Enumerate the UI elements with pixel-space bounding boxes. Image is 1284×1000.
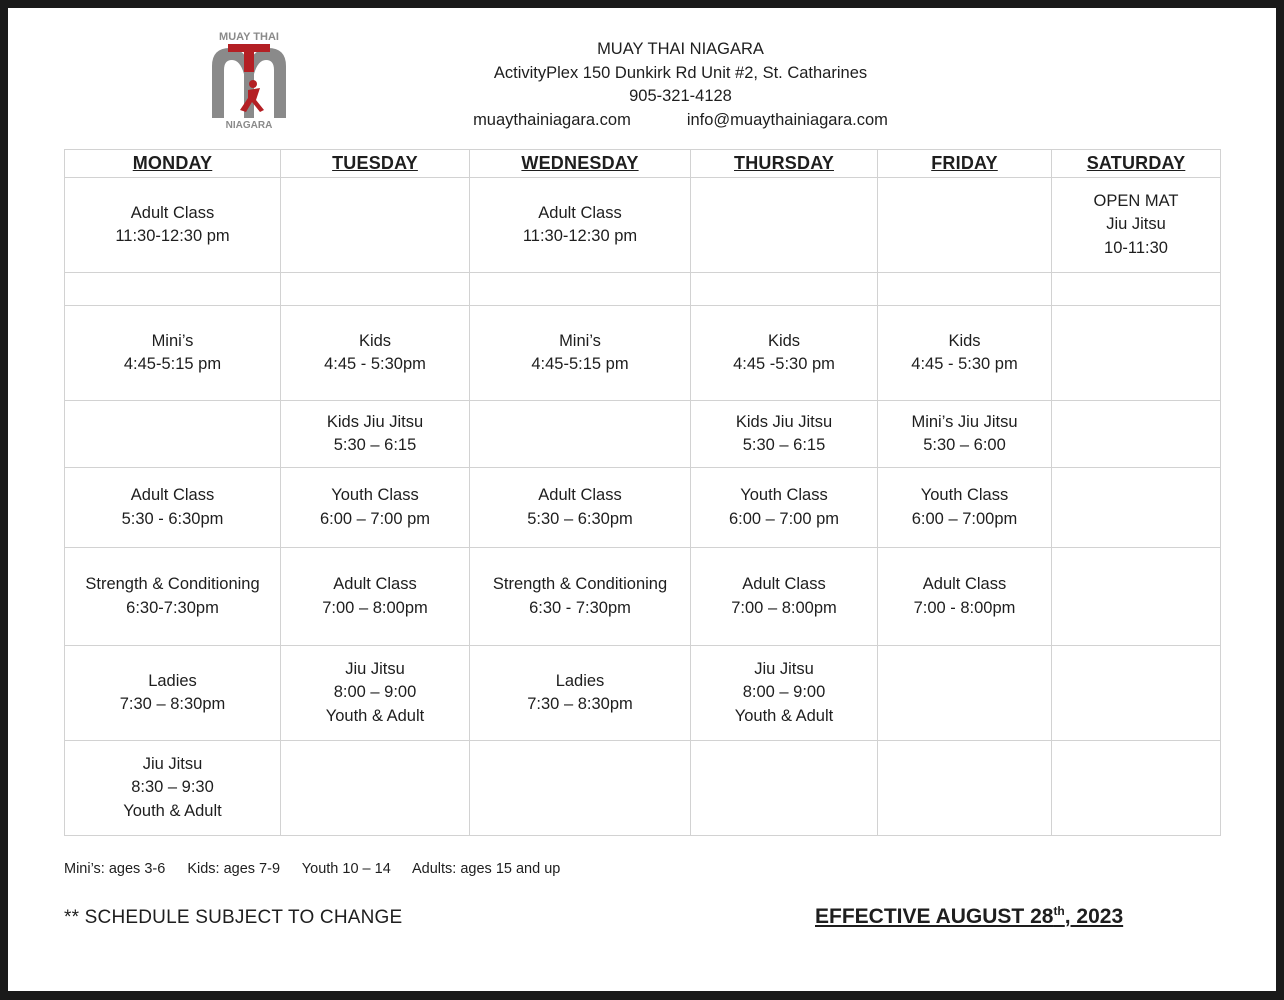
gym-phone: 905-321-4128 (629, 87, 732, 105)
class-detail: 11:30-12:30 pm (115, 227, 230, 245)
class-detail: 7:00 – 8:00pm (322, 598, 428, 617)
class-cell-thursday (691, 646, 878, 741)
day-header-tuesday: TUESDAY (281, 150, 470, 178)
gym-website: muaythainiagara.com (473, 110, 631, 129)
schedule-row (65, 741, 1221, 836)
effective-ordinal: th (1053, 904, 1065, 918)
class-cell-friday (878, 468, 1052, 548)
class-detail: 10-11:30 (1104, 238, 1168, 257)
class-cell-tuesday (281, 178, 470, 273)
class-detail: 6:30 - 7:30pm (529, 598, 631, 617)
class-cell-friday (878, 401, 1052, 468)
class-cell-tuesday (281, 273, 470, 306)
class-detail: 6:30-7:30pm (126, 598, 219, 617)
class-cell-monday (65, 468, 281, 548)
class-detail: 5:30 – 6:00 (923, 436, 1006, 454)
class-cell-thursday (691, 468, 878, 548)
class-name: Mini’s (151, 331, 194, 350)
schedule-row (65, 178, 1221, 273)
legend-adults: Adults: ages 15 and up (412, 861, 561, 877)
class-name: Youth Class (331, 486, 419, 504)
class-name: Adult Class (538, 203, 622, 222)
day-header-monday: MONDAY (65, 150, 281, 178)
class-name: Strength & Conditioning (492, 575, 668, 593)
class-detail: Jiu Jitsu (1106, 215, 1166, 234)
class-detail: 7:00 - 8:00pm (913, 598, 1016, 617)
class-detail: 8:00 – 9:00 (333, 683, 417, 702)
class-name: Jiu Jitsu (345, 659, 405, 678)
class-cell-saturday (1052, 548, 1221, 646)
class-cell-monday (65, 178, 281, 273)
class-name: Jiu Jitsu (754, 659, 814, 678)
class-cell-thursday (691, 306, 878, 401)
day-header-friday: FRIDAY (878, 150, 1052, 178)
class-detail: 8:00 – 9:00 (742, 683, 826, 702)
class-cell-saturday (1052, 468, 1221, 548)
logo-bottom-text: NIAGARA (225, 120, 273, 131)
class-cell-monday (65, 741, 281, 836)
class-detail: 6:00 – 7:00pm (911, 509, 1018, 528)
class-cell-thursday (691, 178, 878, 273)
schedule-row (65, 401, 1221, 468)
class-cell-thursday (691, 548, 878, 646)
class-cell-saturday (1052, 306, 1221, 401)
class-name: Youth Class (740, 486, 828, 504)
class-name: Mini’s (559, 331, 601, 350)
day-header-row (65, 150, 1221, 178)
class-name: Adult Class (130, 203, 215, 222)
class-cell-thursday (691, 273, 878, 306)
class-cell-wednesday (470, 178, 691, 273)
class-name: Kids Jiu Jitsu (735, 412, 833, 431)
class-cell-friday (878, 548, 1052, 646)
schedule-row (65, 548, 1221, 646)
class-cell-wednesday (470, 646, 691, 741)
effective-prefix: EFFECTIVE AUGUST 28 (815, 905, 1054, 928)
class-name: Adult Class (538, 486, 622, 504)
day-header-thursday: THURSDAY (691, 150, 878, 178)
class-cell-saturday (1052, 646, 1221, 741)
gym-email: info@muaythainiagara.com (686, 110, 888, 129)
class-detail: 7:00 – 8:00pm (731, 598, 837, 617)
schedule-row (65, 468, 1221, 548)
class-cell-wednesday (470, 273, 691, 306)
class-name: Adult Class (922, 575, 1007, 593)
class-schedule-table (64, 149, 1221, 836)
class-cell-friday (878, 178, 1052, 273)
class-name: Adult Class (742, 575, 826, 593)
class-detail: 7:30 – 8:30pm (119, 695, 226, 713)
effective-suffix: , 2023 (1064, 905, 1124, 928)
effective-date (815, 904, 1123, 929)
schedule-disclaimer: ** SCHEDULE SUBJECT TO CHANGE (64, 907, 403, 928)
class-cell-monday (65, 306, 281, 401)
class-cell-saturday (1052, 741, 1221, 836)
class-cell-friday (878, 646, 1052, 741)
class-detail: 4:45 - 5:30pm (324, 355, 426, 373)
age-legend (64, 861, 578, 877)
gym-header (388, 38, 973, 132)
class-detail: 4:45 -5:30 pm (733, 355, 835, 373)
schedule-row (65, 306, 1221, 401)
day-header-saturday: SATURDAY (1052, 150, 1221, 178)
class-cell-wednesday (470, 548, 691, 646)
class-detail: 5:30 – 6:15 (333, 436, 417, 454)
class-detail: 6:00 – 7:00 pm (319, 509, 431, 528)
class-detail: 6:00 – 7:00 pm (728, 509, 840, 528)
class-cell-thursday (691, 741, 878, 836)
class-cell-wednesday (470, 468, 691, 548)
class-cell-friday (878, 306, 1052, 401)
class-cell-wednesday (470, 401, 691, 468)
class-cell-monday (65, 401, 281, 468)
class-name: Jiu Jitsu (142, 754, 203, 773)
class-cell-monday (65, 273, 281, 306)
class-detail: 5:30 - 6:30pm (121, 509, 224, 528)
class-cell-monday (65, 548, 281, 646)
class-cell-tuesday (281, 741, 470, 836)
class-detail: 4:45 - 5:30 pm (911, 355, 1018, 373)
class-name: Kids Jiu Jitsu (326, 412, 424, 431)
gym-name: MUAY THAI NIAGARA (597, 40, 764, 58)
class-name: Youth Class (920, 486, 1009, 504)
logo-top-text: MUAY THAI (219, 31, 279, 43)
class-detail: 7:30 – 8:30pm (527, 695, 633, 713)
class-cell-wednesday (470, 741, 691, 836)
class-name: OPEN MAT (1093, 191, 1179, 210)
class-cell-friday (878, 741, 1052, 836)
class-detail: 4:45-5:15 pm (531, 355, 629, 373)
legend-minis: Mini’s: ages 3-6 (64, 861, 166, 877)
class-cell-wednesday (470, 306, 691, 401)
schedule-row (65, 646, 1221, 741)
gym-logo (204, 26, 294, 132)
class-name: Ladies (555, 671, 605, 690)
class-detail: 4:45-5:15 pm (123, 355, 222, 373)
gym-address: ActivityPlex 150 Dunkirk Rd Unit #2, St. Catharines (493, 63, 868, 82)
class-detail: 8:30 – 9:30 (131, 778, 214, 797)
class-cell-tuesday (281, 306, 470, 401)
class-name: Kids (358, 331, 392, 350)
class-cell-saturday (1052, 401, 1221, 468)
class-detail: Youth & Adult (734, 706, 834, 725)
legend-kids: Kids: ages 7-9 (187, 861, 281, 877)
class-detail: 5:30 – 6:30pm (527, 509, 633, 528)
class-cell-tuesday (281, 548, 470, 646)
class-name: Kids (767, 331, 801, 350)
contact-row (388, 109, 973, 133)
schedule-page (8, 8, 1276, 991)
class-detail: 11:30-12:30 pm (522, 227, 638, 245)
class-cell-friday (878, 273, 1052, 306)
class-cell-tuesday (281, 646, 470, 741)
schedule-row (65, 273, 1221, 306)
class-name: Mini’s Jiu Jitsu (911, 412, 1018, 431)
class-cell-thursday (691, 401, 878, 468)
legend-youth: Youth 10 – 14 (301, 861, 391, 877)
class-detail: Youth & Adult (325, 706, 425, 725)
class-detail: Youth & Adult (123, 801, 222, 820)
class-cell-tuesday (281, 468, 470, 548)
class-name: Kids (948, 331, 981, 350)
class-name: Ladies (148, 671, 197, 690)
class-name: Strength & Conditioning (85, 575, 260, 593)
day-header-wednesday: WEDNESDAY (470, 150, 691, 178)
class-detail: 5:30 – 6:15 (742, 436, 826, 454)
class-name: Adult Class (333, 575, 417, 593)
class-cell-saturday (1052, 273, 1221, 306)
class-cell-saturday (1052, 178, 1221, 273)
class-name: Adult Class (130, 486, 215, 504)
class-cell-tuesday (281, 401, 470, 468)
class-cell-monday (65, 646, 281, 741)
